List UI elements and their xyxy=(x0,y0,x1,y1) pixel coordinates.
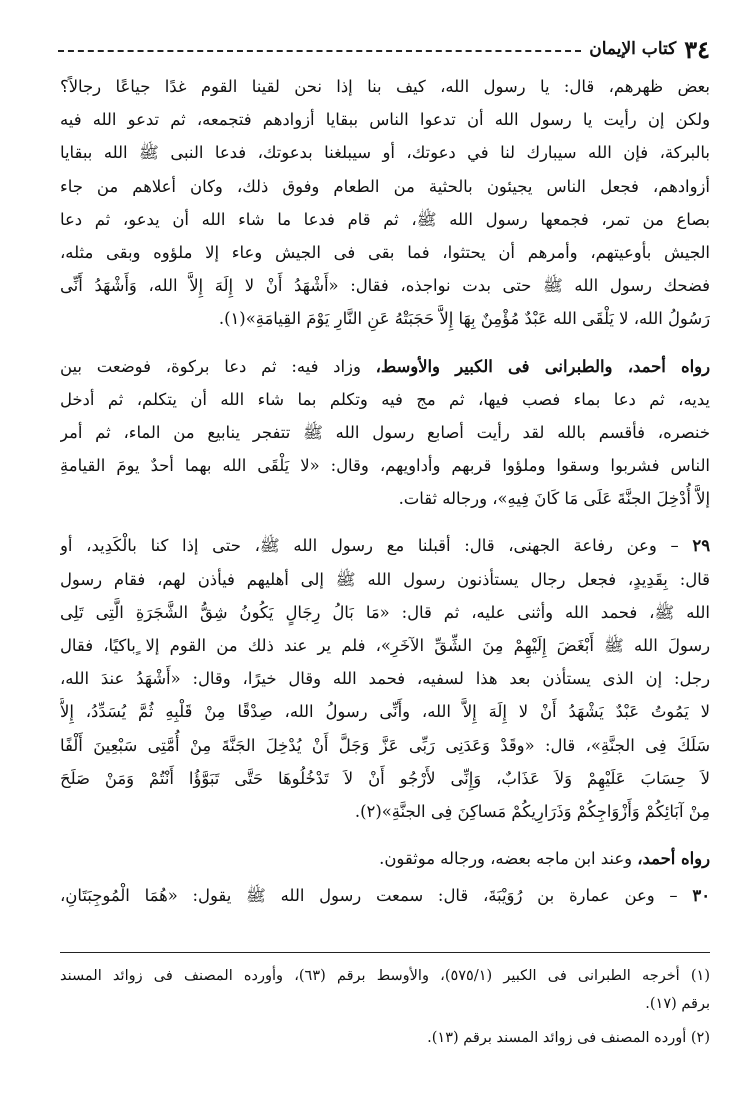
text-line: خنصره، فأقسم بالله لقد رأيت أصابع رسول الله ﷺ تتفجر ينابيع من الماء، ثم أمر xyxy=(60,422,710,442)
text-line: الجيش بأوعيتهم، وأمرهم أن يحتثوا، فما بقى فى الجيش وعاء إلا ملؤوه وبقى مثله، xyxy=(60,242,710,262)
text-line: الناس فشربوا وسقوا وملؤوا قربهم وأداويهم، وقال: «لا يَلْقَى الله بهما أحدٌ يومَ القيامةِ xyxy=(60,456,710,476)
text-line: رسولَ الله ﷺ أَبْغَضَ إِلَيْهِمْ مِنَ الشِّقِّ الآخَرِ»، فلم ير عند ذلك من القوم إلا ٍباكيًا، فقال xyxy=(60,636,710,655)
text-line: رجل: إن الذى يستأذن بعد هذا لسفيه، فحمد الله وقال خيرًا، وقال: «أَشْهَدُ عندَ الله، xyxy=(60,669,710,689)
running-title: كتاب الإيمان xyxy=(589,39,677,59)
text-line: مِنْ آبَائِكُمْ وَأَزْوَاجِكُمْ وَذَرَارِيكُمْ مَساكِنَ فِى الجنَّةِ»(٢). xyxy=(354,801,710,821)
hadith-number: ٢٩ xyxy=(692,536,710,556)
text-line: لا يَمُوتُ عَبْدٌ يَشْهَدُ أَنْ لا إِلَهَ إِلاَّ الله، وأَنِّى رسولُ الله، صِدْقًا مِنْ قَلْبِهِ ثُمَّ يُسَدِّدُ، إِلاَّ xyxy=(60,702,710,722)
footnote: (١) أخرجه الطبرانى فى الكبير (٥٧٥/١)، والأوسط برقم (٦٣)، وأورده المصنف فى زوائد المسند xyxy=(60,968,710,984)
text-line: لاَ حِسَابَ عَلَيْهِمْ وَلاَ عَذَابٌ، وَإِنِّى لأَرْجُو أَنْ لاَ تَدْخُلُوهَا حَتَّى تَبَوَّؤُا أَنْتُمْ وَمَنْ صَلَحَ xyxy=(60,768,710,788)
line-text: – وعن رفاعة الجهنى، قال: أقبلنا مع رسول الله ﷺ، حتى إذا كنا بالْكَدِيد، أو xyxy=(60,536,693,556)
footnote: (٢) أورده المصنف فى زوائد المسند برقم (١٣). xyxy=(427,1030,710,1046)
text-line: بصاع من تمر، فجمعها رسول الله ﷺ، ثم قام فدعا ما شاء الله أن يدعو، ثم دعا xyxy=(60,209,710,229)
text-line xyxy=(60,842,710,875)
footnote-separator xyxy=(60,952,710,953)
text-line: فضحك رسول الله ﷺ حتى بدت نواجذه، فقال: «أَشْهَدُ أَنْ لا إِلَهَ إِلاَّ الله، وَأَشْهَدُ أَنِّى xyxy=(60,276,710,296)
text-line xyxy=(60,350,710,383)
text-line xyxy=(60,879,710,912)
line-text: – وعن عمارة بن رُوَيْبَةَ، قال: سمعت رسول الله ﷺ يقول: «هُمَا الْمُوجِبَتَانِ، xyxy=(60,886,693,906)
running-header xyxy=(58,34,710,64)
footnote: برقم (١٧). xyxy=(645,996,710,1012)
line-text: وعند ابن ماجه بعضه، ورجاله موثقون. xyxy=(379,849,638,869)
text-line xyxy=(60,529,710,562)
text-line: بعض ظهرهم، قال: يا رسول الله، كيف بنا إذا نحن لقينا القوم غدًا جياعًا رجالاً؟ xyxy=(60,77,710,96)
text-line: ولكن إن رأيت يا رسول الله أن تدعوا الناس ببقايا أزوادهم فتجمعه، ثم تدعو الله فيه xyxy=(60,110,710,130)
hadith-number: ٣٠ xyxy=(692,886,710,906)
narration-source: رواه أحمد، والطبرانى فى الكبير والأوسط، xyxy=(375,356,710,376)
line-text: وزاد فيه: ثم دعا بركوة، فوضعت بين xyxy=(60,356,376,376)
text-line: رَسُولُ الله، لا يَلْقَى الله عَبْدٌ مُؤْمِنٌ بِهَا إِلاَّ حَجَبَتْهُ عَنِ النَّارِ يَوْمَ القِيامَةِ»(١). xyxy=(218,309,710,329)
text-line: إلاَّ أُدْخِلَ الجنَّةَ عَلَى مَا كَانَ فِيهِ»، ورجاله ثقات. xyxy=(398,489,710,509)
header-dashed-rule xyxy=(58,50,581,52)
text-line: يديه، ثم دعا بماء فصب فيها، ثم مج فيه وتكلم بما شاء الله أن يتكلم، ثم أدخل xyxy=(60,389,710,409)
text-line: الله ﷺ، فحمد الله وأثنى عليه، ثم قال: «مَا بَالُ رِجَالٍ يَكُونُ شِقُّ الشَّجَرَةِ الَّتِى تَلِى xyxy=(60,602,710,622)
footnotes xyxy=(60,962,710,1052)
text-line: سَلَكَ فِى الجنَّةِ»، قال: «وقَدْ وَعَدَنِى رَبِّى عَزَّ وَجَلَّ أَنْ يُدْخِلَ الجَنَّةَ مِنْ أُمَّتِى سَبْعِينَ أَلْفًا xyxy=(60,735,710,755)
narration-source: رواه أحمد، xyxy=(637,849,710,869)
text-line: أزوادهم، فجعل الناس يجيئون بالحثية من الطعام وفوق ذلك، وكان أعلاهم من جاء xyxy=(60,176,710,196)
main-text xyxy=(60,70,710,913)
page-number: ٣٤ xyxy=(684,34,710,64)
text-line: بالبركة، فإن الله سيبارك لنا في دعوتك، أو سيبلغنا بدعوتك، فدعا النبى ﷺ الله ببقايا xyxy=(60,143,710,163)
text-line: قال: بِقَدِيدٍ، فجعل رجال يستأذنون رسول الله ﷺ إلى أهليهم فيأذن لهم، فقام رسول xyxy=(60,569,710,589)
